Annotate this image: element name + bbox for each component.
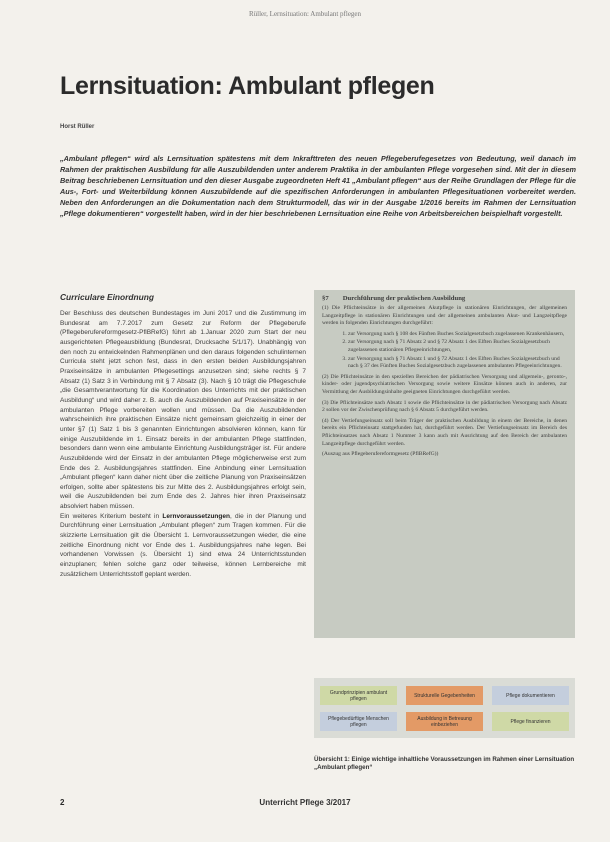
- diagram-box: Pflege dokumentieren: [492, 686, 569, 705]
- diagram-box: Pflege finanzieren: [492, 712, 569, 731]
- body-text: [60, 309, 306, 579]
- list-item: 2. zur Versorgung nach § 71 Absatz 2 und § 72 Absatz 1 des Elften Buches Sozialgesetzbuch zugelassenen stationären Pflegeeinrichtungen,: [348, 339, 567, 354]
- diagram-box: Pflegebedürftige Menschen pflegen: [320, 712, 397, 731]
- box-heading-text: Durchführung der praktischen Ausbildung: [342, 295, 466, 302]
- body-text-span: Ein weiteres Kriterium besteht in: [60, 512, 163, 520]
- diagram-box: Ausbildung in Betreuung einbeziehen: [406, 712, 483, 731]
- box-paragraph-2: (2) Die Pflichteinsätze in den speziellen Bereichen der pädiatrischen Versorgung und allgemein-, geronto-, kinder- oder jugendpsychiatrischen Versorgung sowie weitere Einsätze können auch in anderen, zur Vermittlung der Ausbildungsinhalte geeigneten Einrichtungen durchgeführt werden.: [322, 373, 567, 395]
- box-heading: [322, 295, 567, 302]
- legal-excerpt-box: [314, 290, 575, 638]
- page-number: 2: [60, 798, 65, 807]
- box-source: (Auszug aus Pflegeberufereformgesetz (PflBRefG)): [322, 451, 439, 458]
- body-paragraph-1: Der Beschluss des deutschen Bundestages im Juni 2017 und die Zustimmung im Bundesrat am 7.7.2017 zum Gesetz zur Reform der Pflegeberufe (Pflegeberufereformgesetz-PflBRefG) führt ab 1.Januar 2020 zum Start der neu ausgerichteten Pflegeausbildung (Bundesrat, Drucksache 5/1/17). Unabhängig von den noch zu entwickelnden Rahmenplänen und den daraus folgenden schulinternen Curricula steht jetzt schon fest, dass in den ersten beiden Ausbildungsjahren Praxiseinsätze in ambulanten Pflegesettings anzusetzen sind; siehe rechts § 7 Absatz (1) Satz 3 in Verbindung mit § 7 Absatz (3). Nach § 10 trägt die Pflegeschule „die Gesamtverantwortung für die Koordination des Unterrichts mit der praktischen Ausbildung“ und wird daher z. B. auch die Auszubildenden auf Praxiseinsätze in der ambulanten Pflege vorbereiten wollen und müssen. Da die Auszubildenden wahrscheinlich ihre praktischen Einsätze nicht gemeinsam gleichzeitig in einer der unter §7 (1) Satz 1 bis 3 genannten Einrichtungen absolvieren können, kann für einige Auszubildende im 1. Einsatz bereits in der ambulanten Pflege stattfinden, besonders dann wenn eine ambulante Einrichtung Ausbildungsträger ist. Für andere Auszubildende wird der Einsatz in der ambulanten Pflege möglicherweise erst zum Ende des 2. Ausbildungsjahres stattfinden. Eine Anbindung einer Lernsituation „Ambulant pflegen“ kann daher nicht über die zeitliche Planung von Praxiseinsätzen erfolgen, sollte aber spätestens bis zur Mitte des 2. Ausbildungsjahres erfolgt sein, weil die Auszubildenden bei zum Ende des 2. Jahres hier ihren Praxiseinsatz absolviert haben müssen.: [60, 310, 306, 511]
- box-paragraph-3: (3) Die Pflichteinsätze nach Absatz 1 sowie die Pflichteinsätze in der pädiatrischen Versorgung nach Absatz 2 sollen vor der Zwischenprüfung nach § 6 Absatz 5 durchgeführt werden.: [322, 399, 567, 414]
- box-paragraph-4: (4) Der Vertiefungseinsatz soll beim Träger der praktischen Ausbildung in einem der Bereiche, in denen bereits ein Pflichteinsatz stattgefunden hat, durchgeführt werden. Der Vertiefungseinsatz im Bereich des Pflichteinsatzes nach Absatz 1 Nummer 3 kann auch mit Ausrichtung auf den Bereich der ambulanten Langzeitpflege durchgeführt werden.: [322, 417, 567, 447]
- diagram-box: Strukturelle Gegebenheiten: [406, 686, 483, 705]
- page-title: Lernsituation: Ambulant pflegen: [60, 72, 435, 100]
- left-column: [60, 292, 306, 579]
- list-item: 3. zur Versorgung nach § 71 Absatz 1 und § 72 Absatz 1 des Elften Buches Sozialgesetzbuch und nach § 37 des Fünften Buches Sozialgesetzbuch zugelassenen ambulanten Pflegeeinrichtungen.: [348, 356, 567, 371]
- author: Horst Rüller: [60, 124, 95, 130]
- list-item: 1. zur Versorgung nach § 108 des Fünften Buches Sozialgesetzbuch zugelassenen Krankenhäusern,: [348, 331, 567, 339]
- paragraph-number: §7: [322, 295, 329, 302]
- figure-caption: Übersicht 1: Einige wichtige inhaltliche Voraussetzungen im Rahmen einer Lernsituation „Ambulant pflegen“: [314, 756, 575, 772]
- diagram-box: Grundprinzipien ambulant pflegen: [320, 686, 397, 705]
- keyword-lernvoraussetzungen: Lernvoraussetzungen: [162, 512, 230, 520]
- body-text-span: , die in der Planung und Durchführung einer Lernsituation „Ambulant pflegen“ zum Tragen kommen. Für die skizzierte Lernsituation gilt die Übersicht 1. Lernvoraussetzungen wieder, die eine zeitliche Einordnung nicht vor Ende des 1. Ausbildungsjahres nahe legen. Bei vorhandenen Vorwissen (s. Übersicht 1) sind etwa 24 Unterrichtsstunden einzuplanen; fehlen solche ganz oder teilweise, können Lernbereiche mit zusätzlichem Unterrichtsstoff geplant werden.: [60, 512, 306, 578]
- box-paragraph-1: (1) Die Pflichteinsätze in der allgemeinen Akutpflege in stationären Einrichtungen, der allgemeinen Langzeitpflege in stationären Einrichtungen und der allgemeinen ambulanten Akut- und Langzeitpflege werden in folgenden Einrichtungen durchgeführt:: [322, 305, 567, 327]
- footer-journal: Unterricht Pflege 3/2017: [259, 798, 351, 807]
- box-list: [322, 331, 567, 371]
- running-head: Rüller, Lernsituation: Ambulant pflegen: [248, 10, 362, 18]
- lead-paragraph: „Ambulant pflegen“ wird als Lernsituation spätestens mit dem Inkrafttreten des neuen Pflegeberufegesetzes von Bedeutung, weil danach im Rahmen der praktischen Ausbildung für alle Auszubildenden unter anderem Praktika in der ambulanten Pflege vorgesehen sind. Mit der in diesem Beitrag beschriebenen Lernsituation und den dieser Ausgabe zugeordneten Heft 41 „Ambulant pflegen“ aus der Reihe Grundlagen der Pflege für die Aus-, Fort- und Weiterbildung können Auszubildende auf die spezifischen Anforderungen in ambulanten Pflegesituationen vorbereitet werden. Neben den Anforderungen an die Dokumentation nach dem Strukturmodell, das wir in der Ausgabe 1/2016 bereits im Rahmen der Lernsituation „Pflege dokumentieren“ vorgestellt haben, wird in der hier beschriebenen Lernsituation eine Reihe von Arbeitsbereichen beispielhaft vorgestellt.: [60, 154, 576, 218]
- body-paragraph-2: [60, 512, 306, 580]
- overview-diagram: [314, 678, 575, 738]
- section-heading: Curriculare Einordnung: [60, 292, 154, 302]
